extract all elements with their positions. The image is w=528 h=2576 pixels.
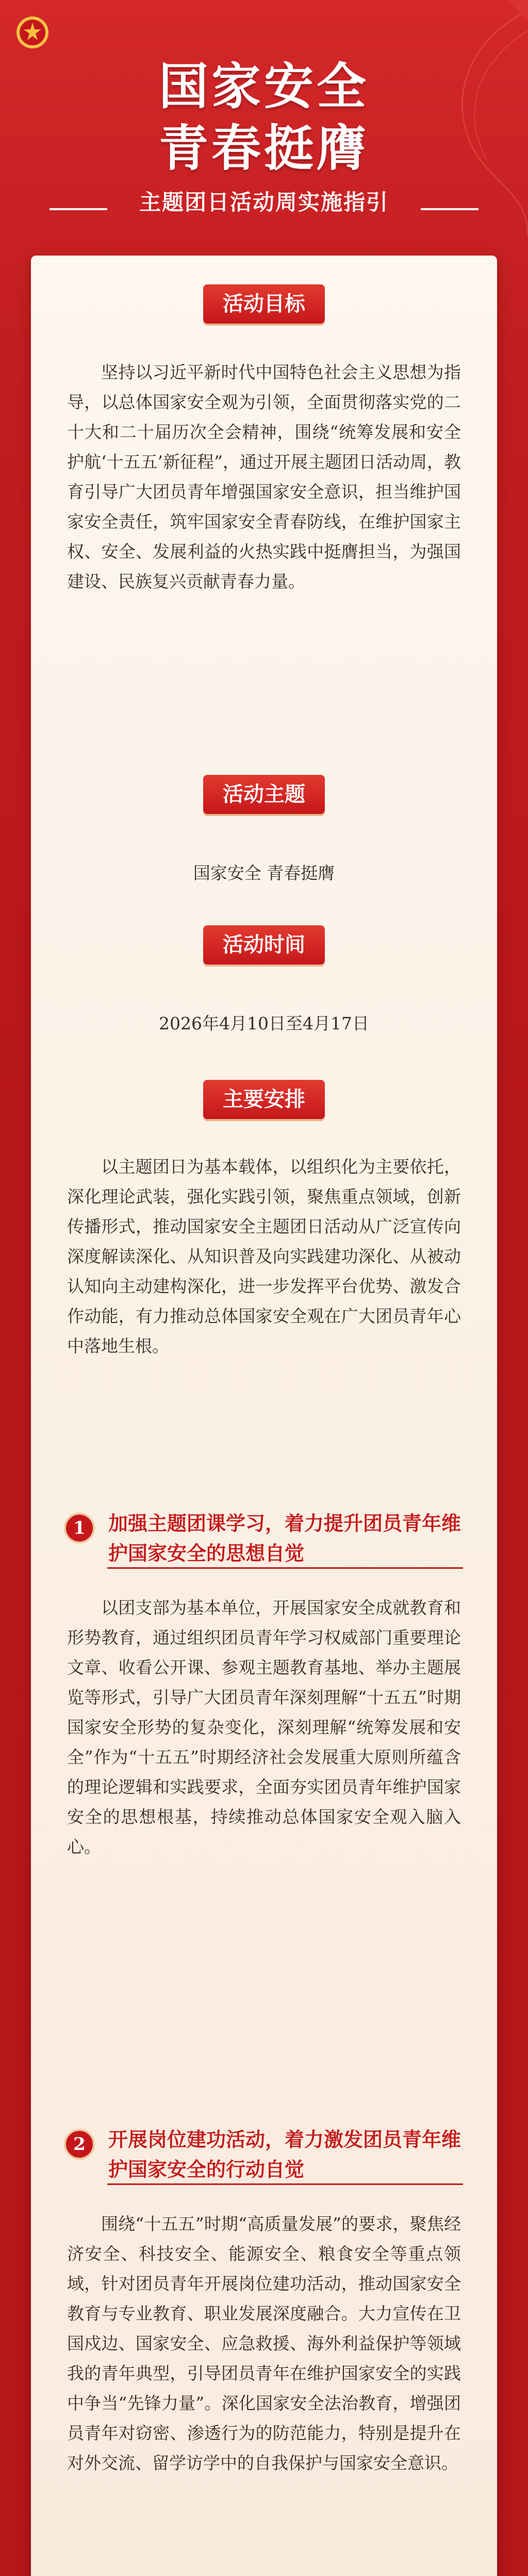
- goal-text: 坚持以习近平新时代中国特色社会主义思想为指导，以总体国家安全观为引领，全面贯彻落实党的二十大和二十届历次全会精神，围绕“统筹发展和安全护航‘十五五’新征程”，通过开展主题团日活动周，教育引导广大团员青年增强国家安全意识，担当维护国家安全责任，筑牢国家安全青春防线，在维护国家主权、安全、发展利益的火热实践中挺膺担当，为强国建设、民族复兴贡献青春力量。: [67, 362, 461, 591]
- page-title-line-1: 国家安全: [159, 57, 369, 115]
- subtitle-bar: [0, 185, 528, 216]
- arrangement-intro: 以主题团日为基本载体，以组织化为主要依托，深化理论武装，强化实践引领，聚焦重点领域，创新传播形式，推动国家安全主题团日活动从广泛宣传向深度解读深化、从知识普及向实践建功深化、从被动认知向主动建构深化，进一步发挥平台优势、激发合作动能，有力推动总体国家安全观在广大团员青年心中落地生根。: [67, 1157, 461, 1356]
- time-heading: 活动时间: [203, 925, 325, 964]
- content-card: [31, 256, 497, 2576]
- item-1-title: 加强主题团课学习，着力提升团员青年维护国家安全的思想自觉: [108, 1512, 461, 1565]
- youth-league-emblem-icon: [15, 15, 50, 49]
- time-text: 2026年4月10日至4月17日: [159, 1013, 369, 1033]
- item-2-number-badge: 2: [64, 2129, 95, 2160]
- arrangement-heading: 主要安排: [203, 1080, 325, 1119]
- page-title-line-2: 青春挺膺: [159, 119, 369, 177]
- theme-text: 国家安全 青春挺膺: [193, 863, 335, 883]
- item-1-underline: [107, 1567, 463, 1569]
- item-2-text: 围绕“十五五”时期“高质量发展”的要求，聚焦经济安全、科技安全、能源安全、粮食安全等重点领域，针对团员青年开展岗位建功活动，推动国家安全教育与专业教育、职业发展深度融合。大力宣传在卫国戍边、国家安全、应急救援、海外利益保护等领域我的青年典型，引导团员青年在维护国家安全的实践中争当“先锋力量”。深化国家安全法治教育，增强团员青年对窃密、渗透行为的防范能力，特别是提升在对外交流、留学访学中的自我保护与国家安全意识。: [67, 2214, 461, 2473]
- theme-heading: 活动主题: [203, 775, 325, 814]
- item-2-underline: [107, 2183, 463, 2185]
- goal-heading: 活动目标: [203, 284, 325, 324]
- item-1-text: 以团支部为基本单位，开展国家安全成就教育和形势教育，通过组织团员青年学习权威部门重要理论文章、收看公开课、参观主题教育基地、举办主题展览等形式，引导广大团员青年深刻理解“十五五”时期国家安全形势的复杂变化，深刻理解“统筹发展和安全”作为“十五五”时期经济社会发展重大原则所蕴含的理论逻辑和实践要求，全面夯实团员青年维护国家安全的思想根基，持续推动总体国家安全观入脑入心。: [67, 1598, 461, 1857]
- item-2-title: 开展岗位建功活动，着力激发团员青年维护国家安全的行动自觉: [108, 2128, 461, 2181]
- page-subtitle: 主题团日活动周实施指引: [139, 190, 389, 215]
- item-1-number-badge: 1: [64, 1513, 95, 1544]
